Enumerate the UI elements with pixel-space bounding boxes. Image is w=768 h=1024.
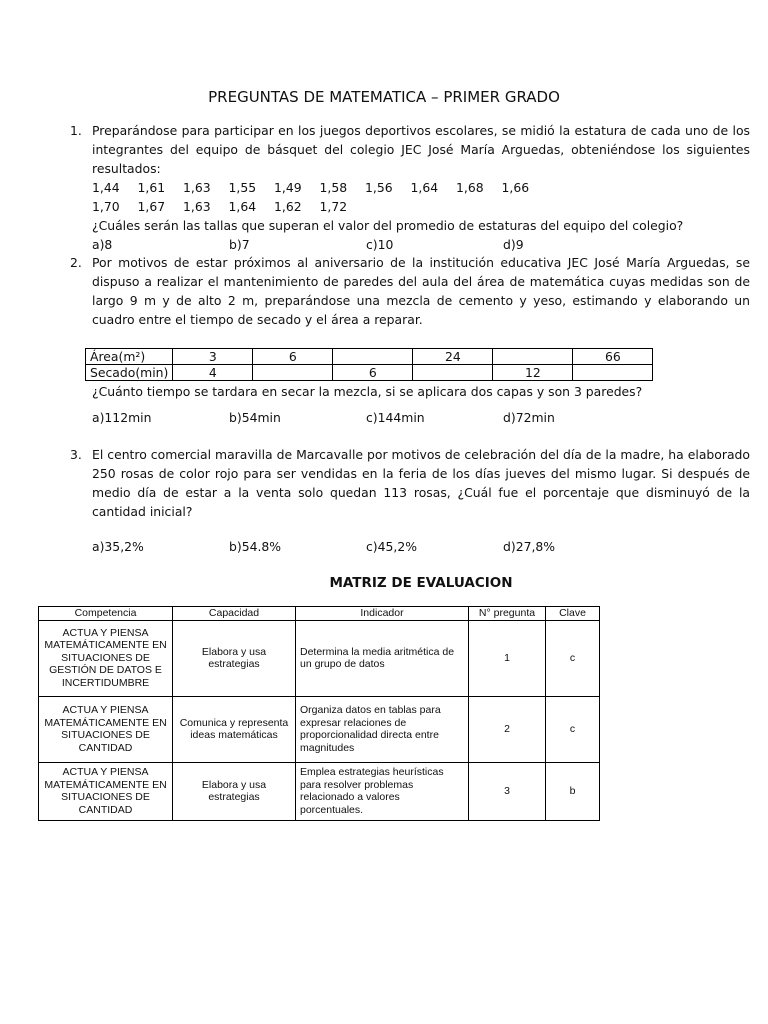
data-row-1 — [92, 178, 750, 197]
table-cell — [333, 349, 413, 365]
question-2 — [70, 253, 750, 329]
table-cell: 4 — [173, 365, 253, 381]
data-value: 1,72 — [319, 199, 348, 214]
data-value: 1,49 — [274, 180, 302, 195]
pregunta-cell: 1 — [469, 620, 546, 696]
option-c: c)45,2% — [366, 539, 418, 554]
page-title: PREGUNTAS DE MATEMATICA – PRIMER GRADO — [208, 88, 560, 106]
data-value: 1,63 — [183, 199, 211, 214]
table-row — [39, 620, 600, 696]
question-number: 3. — [70, 447, 82, 462]
option-b: b)54min — [229, 410, 281, 425]
capacidad-cell: Elabora y usa estrategias — [173, 762, 296, 820]
table-cell — [253, 365, 333, 381]
clave-cell: c — [546, 696, 600, 762]
table-cell — [573, 365, 653, 381]
competencia-cell: ACTUA Y PIENSA MATEMÁTICAMENTE EN SITUACIONES DE GESTIÓN DE DATOS E INCERTIDUMBRE — [39, 620, 173, 696]
table-row — [86, 349, 653, 365]
indicador-cell: Organiza datos en tablas para expresar relaciones de proporcionalidad directa entre magnitudes — [296, 696, 469, 762]
clave-cell: c — [546, 620, 600, 696]
table-cell: 66 — [573, 349, 653, 365]
data-value: 1,67 — [137, 199, 166, 214]
table-cell: 6 — [253, 349, 333, 365]
answer-options — [92, 235, 750, 254]
matrix-title: MATRIZ DE EVALUACION — [329, 575, 513, 591]
indicador-cell: Emplea estrategias heurísticas para resolver problemas relacionado a valores porcentuales. — [296, 762, 469, 820]
data-value: 1,56 — [365, 180, 393, 195]
header-clave: Clave — [546, 607, 600, 621]
pregunta-cell: 3 — [469, 762, 546, 820]
header-competencia: Competencia — [39, 607, 173, 621]
data-value: 1,64 — [410, 180, 439, 195]
answer-options — [92, 408, 750, 427]
capacidad-cell: Comunica y representa ideas matemáticas — [173, 696, 296, 762]
question-2-prompt-block — [70, 382, 750, 427]
question-3 — [70, 445, 750, 556]
data-value: 1,62 — [274, 199, 302, 214]
question-prompt: ¿Cuánto tiempo se tardara en secar la mezcla, si se aplicara dos capas y son 3 paredes? — [92, 384, 643, 399]
data-value: 1,58 — [319, 180, 348, 195]
table-cell: 6 — [333, 365, 413, 381]
table-cell: 12 — [493, 365, 573, 381]
option-d: d)72min — [503, 410, 555, 425]
data-value: 1,55 — [228, 180, 257, 195]
header-pregunta: N° pregunta — [469, 607, 546, 621]
clave-cell: b — [546, 762, 600, 820]
evaluation-matrix — [38, 606, 600, 821]
option-d: d)9 — [503, 237, 524, 252]
data-value: 1,66 — [501, 180, 530, 195]
header-indicador: Indicador — [296, 607, 469, 621]
answer-options — [92, 537, 750, 556]
option-c: c)144min — [366, 410, 425, 425]
question-1 — [70, 121, 750, 254]
table-row — [39, 696, 600, 762]
data-value: 1,44 — [92, 180, 120, 195]
table-cell — [413, 365, 493, 381]
indicador-cell: Determina la media aritmética de un grupo de datos — [296, 620, 469, 696]
table-cell: 24 — [413, 349, 493, 365]
data-row-2 — [92, 197, 750, 216]
option-d: d)27,8% — [503, 539, 556, 554]
row-label-time: Secado(min) — [86, 365, 173, 381]
area-time-table — [85, 348, 653, 381]
question-number: 2. — [70, 255, 82, 270]
header-row — [39, 607, 600, 621]
competencia-cell: ACTUA Y PIENSA MATEMÁTICAMENTE EN SITUACIONES DE CANTIDAD — [39, 696, 173, 762]
table-row — [39, 762, 600, 820]
option-a: a)35,2% — [92, 539, 144, 554]
competencia-cell: ACTUA Y PIENSA MATEMÁTICAMENTE EN SITUACIONES DE CANTIDAD — [39, 762, 173, 820]
data-value: 1,70 — [92, 199, 120, 214]
question-text: Preparándose para participar en los juegos deportivos escolares, se midió la estatura de cada uno de los integrantes del equipo de básquet del colegio JEC José María Arguedas, obteniéndose los siguientes resultados: — [92, 123, 750, 176]
data-value: 1,61 — [137, 180, 166, 195]
question-text: Por motivos de estar próximos al aniversario de la institución educativa JEC José María Arguedas, se dispuso a realizar el mantenimiento de paredes del aula del área de matemática cuyas medidas son de largo 9 m y de alto 2 m, preparándose una mezcla de cemento y yeso, estimando y elaborando un cuadro entre el tiempo de secado y el área a reparar. — [92, 255, 750, 327]
row-label-area: Área(m²) — [86, 349, 173, 365]
question-text: El centro comercial maravilla de Marcavalle por motivos de celebración del día de la madre, ha elaborado 250 rosas de color rojo para ser vendidas en la feria de los días jueves del mismo lugar. Si después de medio día de estar a la venta solo quedan 113 rosas, ¿Cuál fue el porcentaje que disminuyó de la cantidad inicial? — [92, 447, 750, 519]
question-number: 1. — [70, 123, 82, 138]
table-row — [86, 365, 653, 381]
option-c: c)10 — [366, 237, 394, 252]
option-b: b)54.8% — [229, 539, 282, 554]
data-value: 1,68 — [456, 180, 484, 195]
option-a: a)112min — [92, 410, 152, 425]
header-capacidad: Capacidad — [173, 607, 296, 621]
capacidad-cell: Elabora y usa estrategias — [173, 620, 296, 696]
pregunta-cell: 2 — [469, 696, 546, 762]
table-cell: 3 — [173, 349, 253, 365]
option-b: b)7 — [229, 237, 250, 252]
data-value: 1,63 — [183, 180, 211, 195]
option-a: a)8 — [92, 237, 113, 252]
data-value: 1,64 — [228, 199, 257, 214]
table-cell — [493, 349, 573, 365]
question-prompt: ¿Cuáles serán las tallas que superan el valor del promedio de estaturas del equipo del colegio? — [92, 218, 684, 233]
